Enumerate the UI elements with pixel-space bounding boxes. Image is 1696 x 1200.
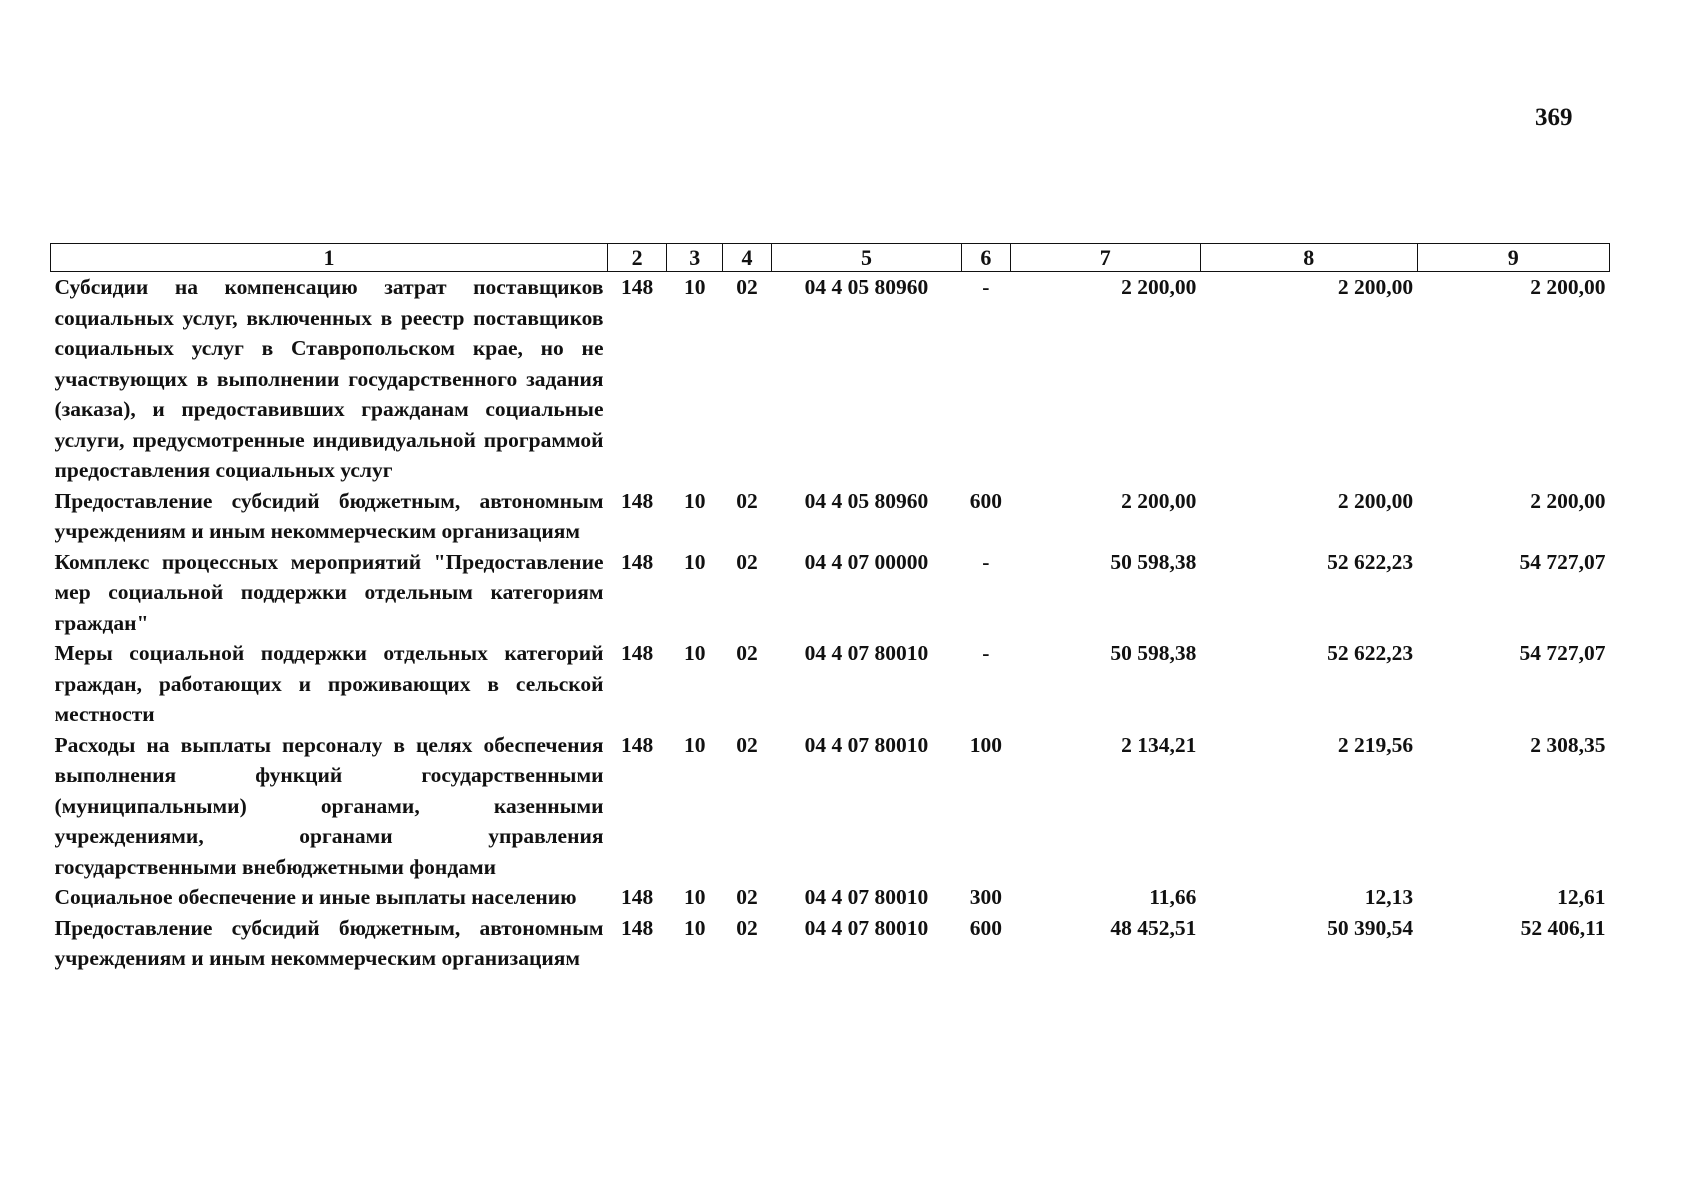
cell-col8: 12,13	[1364, 885, 1414, 909]
cell-col4: 02	[736, 549, 758, 574]
cell-col5: 04 4 05 80960	[804, 275, 929, 299]
cell-col2: 148	[620, 488, 654, 513]
table-row	[51, 730, 1610, 883]
cell-col6: -	[982, 641, 990, 665]
table-row	[51, 486, 1610, 547]
cell-col8: 50 390,54	[1327, 915, 1414, 940]
cell-col7: 2 134,21	[1121, 732, 1197, 757]
cell-col9: 2 200,00	[1530, 488, 1606, 513]
cell-col3: 10	[683, 915, 706, 940]
cell-col2: 148	[620, 275, 654, 299]
cell-col7: 50 598,38	[1110, 641, 1197, 665]
column-header: 8	[1200, 244, 1417, 272]
cell-col3: 10	[683, 732, 706, 757]
cell-col2: 148	[620, 732, 654, 757]
cell-col6: 100	[969, 732, 1002, 757]
cell-col9: 2 308,35	[1530, 732, 1606, 757]
cell-col8: 52 622,23	[1327, 549, 1414, 574]
cell-col9: 54 727,07	[1519, 641, 1606, 665]
row-description: Предоставление субсидий бюджетным, автономным учреждениям и иным некоммерческим организациям	[54, 915, 604, 970]
cell-col6: 600	[969, 915, 1002, 940]
cell-col8: 2 219,56	[1337, 732, 1414, 757]
row-description: Комплекс процессных мероприятий "Предоставление мер социальной поддержки отдельным категориям граждан"	[54, 549, 604, 635]
cell-col2: 148	[620, 915, 654, 940]
cell-col9: 52 406,11	[1520, 915, 1606, 940]
row-description: Предоставление субсидий бюджетным, автономным учреждениям и иным некоммерческим организациям	[54, 488, 604, 543]
cell-col8: 52 622,23	[1327, 641, 1414, 665]
column-header: 7	[1010, 244, 1200, 272]
cell-col9: 2 200,00	[1530, 275, 1606, 299]
table-row	[51, 913, 1610, 974]
row-description: Социальное обеспечение и иные выплаты населению	[54, 885, 577, 909]
column-header: 9	[1417, 244, 1609, 272]
cell-col5: 04 4 07 80010	[804, 732, 929, 757]
header-row	[51, 244, 1610, 272]
cell-col5: 04 4 07 00000	[804, 549, 929, 574]
column-header: 5	[771, 244, 961, 272]
cell-col3: 10	[683, 549, 706, 574]
cell-col6: 600	[969, 488, 1002, 513]
cell-col3: 10	[683, 488, 706, 513]
table-row	[51, 547, 1610, 639]
cell-col3: 10	[683, 885, 706, 909]
cell-col2: 148	[620, 641, 654, 665]
column-header: 2	[608, 244, 667, 272]
table-header	[51, 244, 1610, 272]
column-header: 6	[962, 244, 1011, 272]
row-description: Субсидии на компенсацию затрат поставщиков социальных услуг, включенных в реестр поставщиков социальных услуг в Ставропольском крае, но не участвующих в выполнении государственного задания (заказа), и предоставивших гражданам социальные услуги, предусмотренные индивидуальной программой предоставления социальных услуг	[54, 275, 604, 482]
column-header: 4	[723, 244, 772, 272]
cell-col5: 04 4 07 80010	[804, 885, 929, 909]
cell-col7: 11,66	[1149, 885, 1197, 909]
cell-col7: 48 452,51	[1110, 915, 1197, 940]
cell-col5: 04 4 07 80010	[804, 641, 929, 665]
cell-col7: 2 200,00	[1121, 275, 1197, 299]
budget-table	[50, 243, 1610, 974]
cell-col4: 02	[736, 275, 758, 299]
column-header: 3	[667, 244, 723, 272]
cell-col2: 148	[620, 885, 654, 909]
cell-col8: 2 200,00	[1337, 275, 1414, 299]
page-number: 369	[1535, 104, 1573, 131]
cell-col7: 2 200,00	[1121, 488, 1197, 513]
cell-col5: 04 4 05 80960	[804, 488, 929, 513]
cell-col4: 02	[736, 488, 758, 513]
cell-col4: 02	[736, 732, 758, 757]
cell-col7: 50 598,38	[1110, 549, 1197, 574]
cell-col6: -	[982, 549, 990, 574]
cell-col6: 300	[969, 885, 1002, 909]
cell-col9: 54 727,07	[1519, 549, 1606, 574]
cell-col4: 02	[736, 885, 758, 909]
table-body	[51, 272, 1610, 974]
cell-col9: 12,61	[1557, 885, 1606, 909]
cell-col3: 10	[683, 275, 706, 299]
cell-col4: 02	[736, 641, 758, 665]
table-row	[51, 882, 1610, 913]
table-row	[51, 272, 1610, 486]
cell-col2: 148	[620, 549, 654, 574]
cell-col4: 02	[736, 915, 758, 940]
cell-col5: 04 4 07 80010	[804, 915, 929, 940]
row-description: Расходы на выплаты персоналу в целях обеспечения выполнения функций государственными (муниципальными) органами, казенными учреждениями, органами управления государственными внебюджетными фондами	[54, 732, 604, 879]
table-row	[51, 638, 1610, 730]
cell-col6: -	[982, 275, 990, 299]
cell-col8: 2 200,00	[1337, 488, 1414, 513]
column-header: 1	[51, 244, 608, 272]
cell-col3: 10	[683, 641, 706, 665]
row-description: Меры социальной поддержки отдельных категорий граждан, работающих и проживающих в сельской местности	[54, 641, 604, 726]
